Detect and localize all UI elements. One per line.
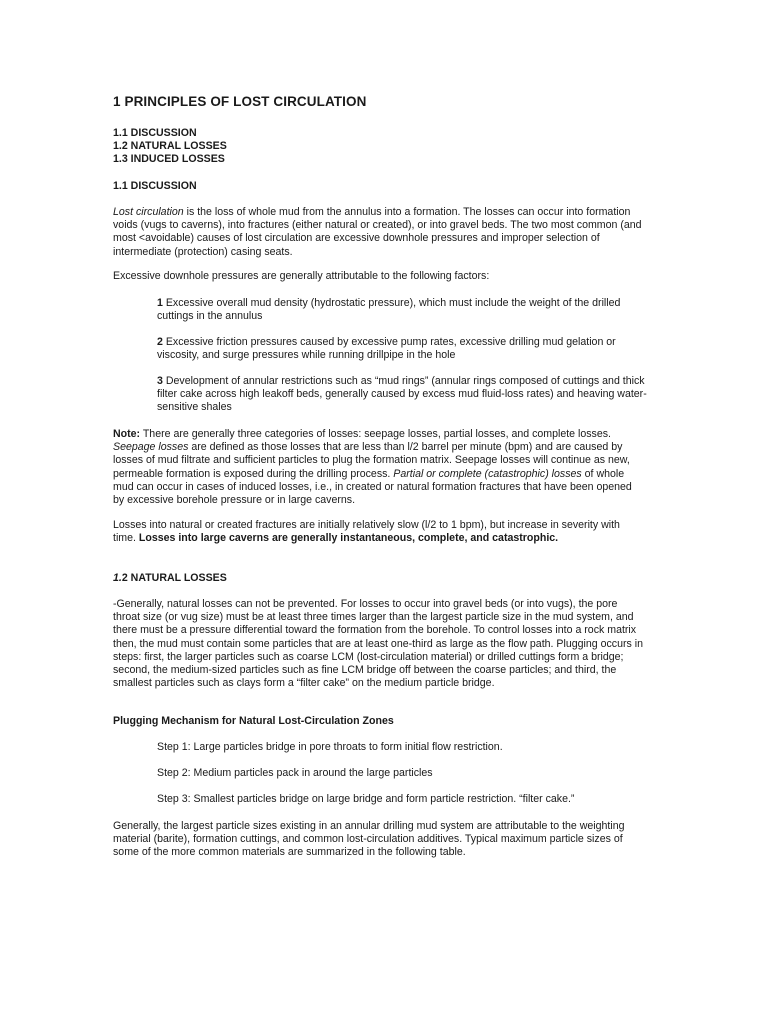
paragraph-particle-sizes: Generally, the largest particle sizes existing in an annular drilling mud system are attributable to the weighting material (barite), formation cuttings, and common lost-circulation additives. Typical maximum particle sizes of some of the more common materials are summarized in the following table.	[113, 820, 625, 859]
factor-number: 3	[157, 375, 163, 387]
factor-item-2: 2 Excessive friction pressures caused by excessive pump rates, excessive drilling mud gelation or viscosity, and surge pressures while running drillpipe in the hole	[157, 336, 616, 362]
paragraph-pressures-intro: Excessive downhole pressures are generally attributable to the following factors:	[113, 270, 490, 282]
toc-item-discussion: 1.1 DISCUSSION	[113, 127, 197, 139]
caverns-statement: Losses into large caverns are generally instantaneous, complete, and catastrophic.	[138, 532, 559, 545]
table-of-contents	[113, 127, 643, 167]
plugging-step-2: Step 2: Medium particles pack in around the large particles	[157, 767, 433, 779]
paragraph-natural-losses: -Generally, natural losses can not be prevented. For losses to occur into gravel beds (or into vugs), the pore throat size (or vug size) must be at least three times larger than the largest particle size in the mud system, and there must be a pressure differential toward the formation from the borehole. To control losses into a rock matrix then, the mud must contain some particles that are at least one-third as large as the flow path. Plugging occurs in steps: first, the larger particles such as coarse LCM (lost-circulation material) or drilled cuttings form a bridge; second, the medium-sized particles such as fine LCM bridge off between the coarse particles; and third, the smallest particles such as clays form a “filter cake” on the medium particle bridge.	[113, 598, 643, 690]
toc-item-induced-losses: 1.3 INDUCED LOSSES	[113, 153, 225, 166]
subheading-plugging-mechanism: Plugging Mechanism for Natural Lost-Circulation Zones	[113, 715, 394, 727]
page-title: 1 PRINCIPLES OF LOST CIRCULATION	[113, 94, 367, 109]
paragraph-lost-circulation: Lost circulation is the loss of whole mud from the annulus into a formation. The losses can occur into formation voids (vugs to caverns), into fractures (either natural or created), or into gravel beds. The two most common (and most <avoidable) causes of lost circulation are excessive downhole pressures and improper selection of intermediate (protection) casing seats.	[113, 206, 642, 258]
term-partial-complete-losses: Partial or complete (catastrophic) losses	[393, 467, 582, 480]
paragraph-fracture-losses: Losses into natural or created fractures are initially relatively slow (l/2 to 1 bpm), but increase in severity with time. Losses into large caverns are generally instantaneous, complete, and catastrophic.	[113, 519, 620, 545]
toc-item-natural-losses: 1.2 NATURAL LOSSES	[113, 140, 227, 153]
term-lost-circulation: Lost circulation	[113, 206, 184, 218]
section-heading-natural-losses: 1.2 NATURAL LOSSES	[113, 572, 227, 584]
plugging-step-1: Step 1: Large particles bridge in pore throats to form initial flow restriction.	[157, 741, 503, 753]
term-seepage-losses: Seepage losses	[113, 441, 189, 454]
note-label: Note:	[113, 428, 141, 440]
plugging-step-3: Step 3: Smallest particles bridge on large bridge and form particle restriction. “filter cake.”	[157, 793, 575, 805]
note-paragraph: Note: There are generally three categories of losses: seepage losses, partial losses, and complete losses. Seepage losses are defined as those losses that are less than l/2 barrel per minute (bpm) and are caused by losses of mud filtrate and sufficient particles to plug the formation matrix. Seepage losses will continue as new, permeable formation is exposed during the drilling process. Partial or complete (catastrophic) losses of whole mud can occur in cases of induced losses, i.e., in created or natural formation fractures that have been opened by excessive borehole pressure or in large caverns.	[113, 428, 632, 507]
section-heading-discussion: 1.1 DISCUSSION	[113, 180, 197, 192]
factor-number: 1	[157, 297, 163, 309]
factor-item-1: 1 Excessive overall mud density (hydrostatic pressure), which must include the weight of the drilled cuttings in the annulus	[157, 297, 621, 323]
factor-item-3: 3 Development of annular restrictions such as “mud rings” (annular rings composed of cuttings and thick filter cake across high leakoff beds, generally caused by excess mud fluid-loss rates) and heaving water-sensitive shales	[157, 375, 647, 414]
factor-number: 2	[157, 336, 163, 348]
